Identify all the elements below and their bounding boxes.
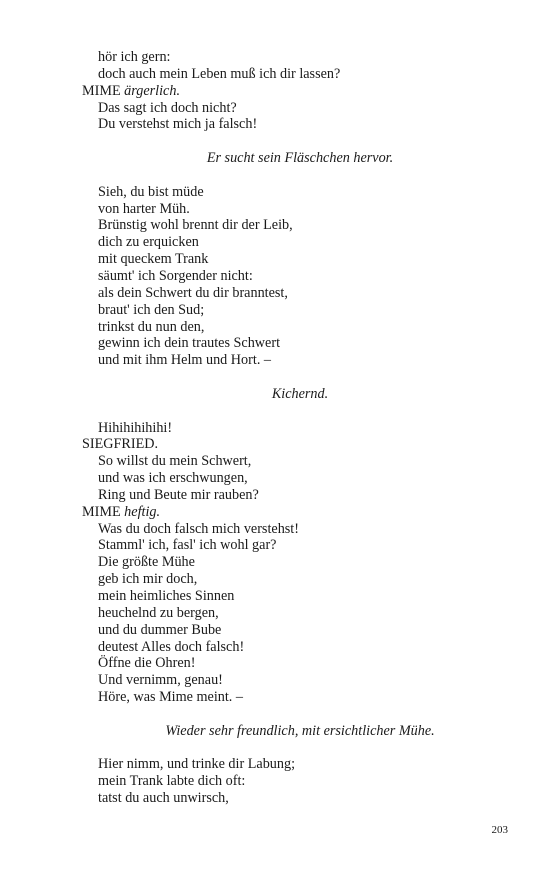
- verse-line: trinkst du nun den,: [98, 318, 205, 335]
- verse-line: Und vernimm, genau!: [98, 672, 223, 689]
- verse-line: So willst du mein Schwert,: [98, 453, 252, 470]
- verse-line: Stamml' ich, fasl' ich wohl gar?: [98, 537, 277, 554]
- verse-line: mein Trank labte dich oft:: [98, 773, 246, 790]
- verse-line: als dein Schwert du dir branntest,: [98, 284, 288, 301]
- blank-line: [82, 740, 502, 757]
- speaker-line: [82, 83, 502, 100]
- verse-line: doch auch mein Leben muß ich dir lassen?: [98, 65, 341, 82]
- speaker-direction: heftig.: [124, 503, 161, 520]
- stage-direction: Wieder sehr freundlich, mit ersichtlicher Mühe.: [165, 722, 435, 739]
- verse-line: geb ich mir doch,: [98, 571, 198, 588]
- verse-line: Brünstig wohl brennt dir der Leib,: [98, 217, 293, 234]
- verse-line: tatst du auch unwirsch,: [98, 790, 229, 807]
- verse-line: dich zu erquicken: [98, 234, 199, 251]
- verse-line: und mit ihm Helm und Hort. –: [98, 352, 272, 369]
- speaker-name: SIEGFRIED.: [82, 436, 159, 453]
- blank-line: [82, 133, 502, 150]
- verse-line: Du verstehst mich ja falsch!: [98, 116, 258, 133]
- blank-line: [82, 167, 502, 184]
- verse-line: und du dummer Bube: [98, 621, 222, 638]
- verse-line: Hihihihihihi!: [98, 419, 173, 436]
- verse-line: und was ich erschwungen,: [98, 470, 248, 487]
- verse-line: deutest Alles doch falsch!: [98, 638, 245, 655]
- speaker-name: MIME: [82, 82, 121, 99]
- verse-line: gewinn ich dein trautes Schwert: [98, 335, 281, 352]
- verse-line: säumt' ich Sorgender nicht:: [98, 267, 253, 284]
- verse-line: Ring und Beute mir rauben?: [98, 486, 259, 503]
- stage-direction: Er sucht sein Fläschchen hervor.: [206, 150, 394, 167]
- verse-line: braut' ich den Sud;: [98, 301, 205, 318]
- blank-line: [82, 403, 502, 420]
- speaker-line: [82, 436, 502, 453]
- verse-line: Das sagt ich doch nicht?: [98, 99, 237, 116]
- verse-line: mit queckem Trank: [98, 251, 209, 268]
- stage-direction: Kichernd.: [271, 385, 329, 402]
- verse-line: Hier nimm, und trinke dir Labung;: [98, 756, 296, 773]
- page-number: 203: [491, 824, 508, 836]
- verse-line: mein heimliches Sinnen: [98, 588, 235, 604]
- verse-line: heuchelnd zu bergen,: [98, 604, 219, 621]
- verse-line: Höre, was Mime meint. –: [98, 689, 243, 706]
- verse-line: Was du doch falsch mich verstehst!: [98, 520, 299, 537]
- speaker-name: MIME: [82, 503, 121, 520]
- verse-line: Sieh, du bist müde: [98, 183, 204, 200]
- verse-line: Die größte Mühe: [98, 554, 195, 571]
- verse-line: hör ich gern:: [98, 49, 171, 65]
- blank-line: [82, 369, 502, 386]
- speaker-direction: ärgerlich.: [124, 82, 180, 99]
- play-text: [82, 49, 502, 807]
- verse-line: Öffne die Ohren!: [98, 655, 196, 672]
- verse-line: von harter Müh.: [98, 200, 190, 217]
- blank-line: [82, 706, 502, 723]
- speaker-line: [82, 504, 502, 521]
